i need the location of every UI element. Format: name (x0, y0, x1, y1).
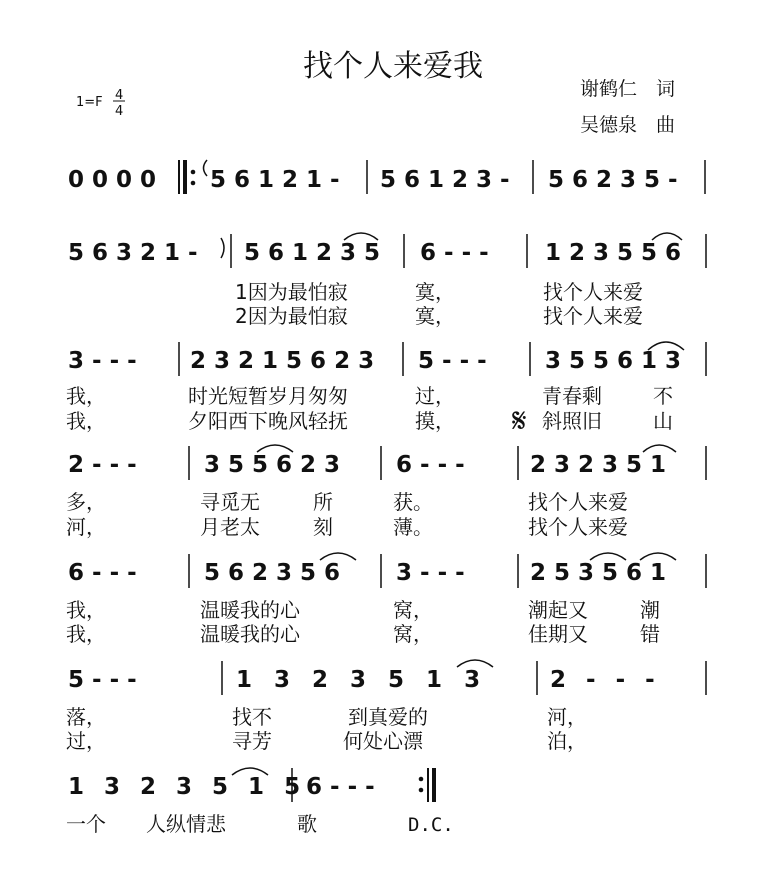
lyric-v2: 河， (66, 515, 106, 539)
measure-1: 0 0 0 0 (68, 167, 157, 193)
slur (344, 233, 378, 240)
lyric-v1: 歌 (297, 812, 317, 836)
lyric-v2: 我， (66, 409, 106, 433)
time-signature-bottom: 4 (115, 104, 124, 119)
lyric-v1: 青春剩 (542, 384, 602, 408)
measure-3: 5 6 1 2 3 - (380, 167, 510, 193)
lyric-v1: 获。 (393, 490, 433, 514)
lyric-v1: 所 (313, 490, 333, 514)
lyric-v1: 潮起又 (528, 598, 588, 622)
slur (590, 553, 626, 560)
lyricist-credit: 谢鹤仁 词 (580, 78, 676, 100)
measure-14: 3 5 5 6 2 3 (204, 452, 341, 478)
repeat-dot (191, 181, 196, 186)
measure-9: 3 - - - (68, 348, 137, 374)
lyric-v1: 多， (66, 490, 106, 514)
lyric-v1: 我， (66, 598, 106, 622)
measure-4: 5 6 2 3 5 - (548, 167, 678, 193)
measure-21: 5 - - - (68, 667, 137, 693)
repeat-dot (419, 788, 424, 793)
repeat-dot (419, 777, 424, 782)
measure-22: 1 3 2 3 5 1 3 (236, 667, 481, 693)
lyric-v2: 温暖我的心 (200, 622, 300, 646)
measure-18: 5 6 2 3 5 6 (204, 560, 341, 586)
slur (652, 233, 682, 240)
slur (640, 553, 676, 560)
volta-bracket (204, 160, 208, 176)
lyric-v2: 寻芳 (232, 729, 272, 753)
lyric-v2: 山 (653, 409, 673, 433)
lyric-v1: 过， (415, 384, 455, 408)
lyric-v2: 过， (66, 729, 106, 753)
lyric-v2: 刻 (313, 515, 333, 539)
measure-20: 2 5 3 5 6 1 (530, 560, 667, 586)
lyric-v2: 佳期又 (528, 622, 588, 646)
lyric-v2: 2因为最怕寂 (235, 304, 348, 328)
lyric-v1: 寻觅无 (200, 490, 260, 514)
composer-credit: 吴德泉 曲 (580, 114, 676, 136)
slur (457, 660, 493, 667)
lyric-v1: 河， (547, 705, 587, 729)
lyric-v2: 泊， (547, 729, 587, 753)
lyric-v2: 月老太 (200, 515, 260, 539)
measure-11: 5 - - - (418, 348, 487, 374)
measure-8: 1 2 3 5 5 6 (545, 240, 682, 266)
measure-25: 6 - - - (306, 774, 375, 800)
measure-12: 3 5 5 6 1 3 (545, 348, 682, 374)
key-signature: 1=F (76, 95, 103, 110)
lyric-v2: 薄。 (393, 515, 433, 539)
lyric-v2: 寞， (415, 304, 455, 328)
lyric-v1: 人纵情悲 (146, 812, 226, 836)
lyric-v1: 潮 (640, 598, 660, 622)
measure-7: 6 - - - (420, 240, 489, 266)
lyric-v2: 夕阳西下晚风轻抚 (188, 409, 348, 433)
lyric-v2: 找个人来爱 (543, 304, 643, 328)
lyric-v2: 找个人来爱 (528, 515, 628, 539)
measure-23: 2 - - - (550, 667, 655, 693)
lyric-v1: 找个人来爱 (543, 280, 643, 304)
measure-2: 5 6 1 2 1 - (210, 167, 340, 193)
measure-13: 2 - - - (68, 452, 137, 478)
measure-16: 2 3 2 3 5 1 (530, 452, 667, 478)
repeat-dot (191, 170, 196, 175)
measure-5: 5 6 3 2 1 - (68, 240, 198, 266)
lyric-v1: 找个人来爱 (528, 490, 628, 514)
lyric-v1: 不 (653, 384, 673, 408)
volta-bracket-end (221, 238, 224, 258)
lyric-v1: 窝， (393, 598, 433, 622)
lyric-v1: 到真爱的 (348, 705, 428, 729)
measure-10: 2 3 2 1 5 6 2 3 (190, 348, 375, 374)
lyric-v2: 斜照旧 (542, 409, 602, 433)
lyric-v2: 错 (640, 622, 660, 646)
measure-6: 5 6 1 2 3 5 (244, 240, 381, 266)
lyric-v1: 1因为最怕寂 (235, 280, 348, 304)
slur (257, 445, 293, 452)
measure-19: 3 - - - (396, 560, 465, 586)
lyric-v1: 时光短暂岁月匆匆 (188, 384, 348, 408)
lyric-v1: 一个 (66, 812, 106, 836)
lyric-v1: 温暖我的心 (200, 598, 300, 622)
lyric-v1: 落， (66, 705, 106, 729)
measure-17: 6 - - - (68, 560, 137, 586)
measure-24: 1 3 2 3 5 1 5 (68, 774, 301, 800)
lyric-v1: 寞， (415, 280, 455, 304)
lyric-v2: 何处心漂 (343, 729, 423, 753)
da-capo-mark: D.C. (408, 814, 454, 836)
lyric-v1: 找不 (232, 705, 272, 729)
segno-icon: 𝄋 (512, 401, 527, 441)
lyric-v1: 我， (66, 384, 106, 408)
measure-15: 6 - - - (396, 452, 465, 478)
lyric-v2: 窝， (393, 622, 433, 646)
slur (643, 445, 676, 452)
song-title: 找个人来爱我 (303, 49, 483, 84)
lyric-v2: 我， (66, 622, 106, 646)
time-signature-top: 4 (115, 88, 124, 103)
slur (320, 553, 356, 560)
lyric-v2: 摸， (415, 409, 455, 433)
